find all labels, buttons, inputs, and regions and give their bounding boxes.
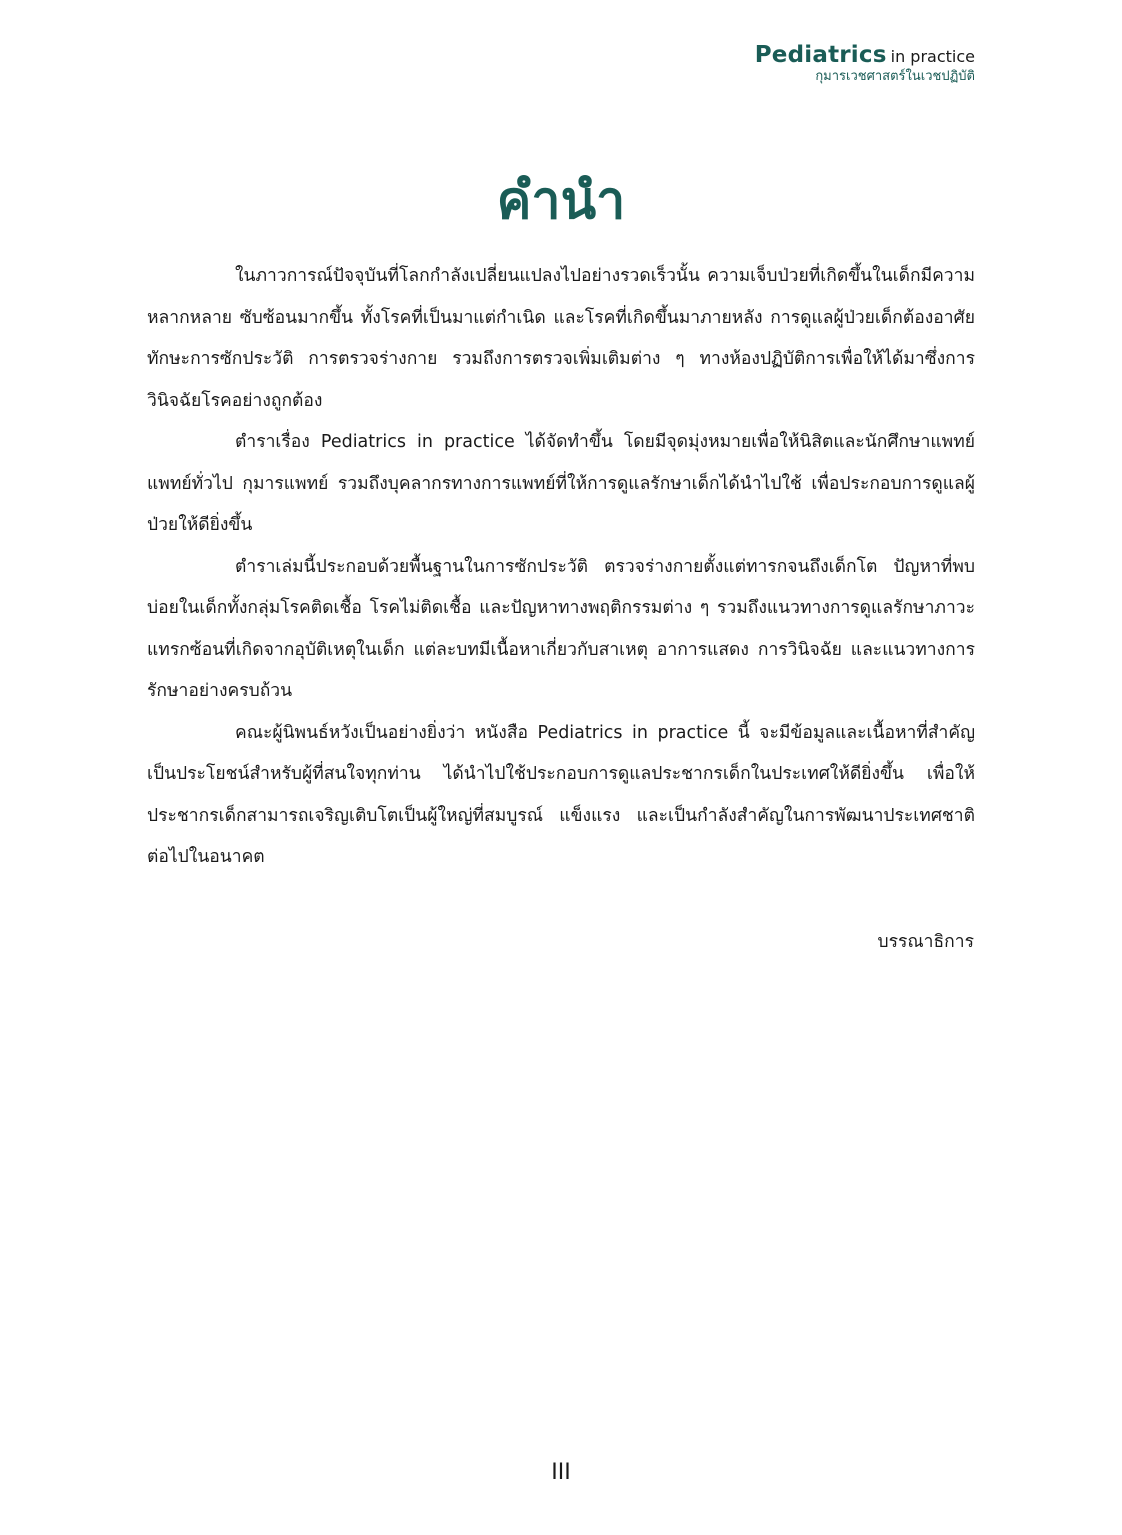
paragraph: คณะผู้นิพนธ์หวังเป็นอย่างยิ่งว่า หนังสือ Pediatrics in practice นี้ จะมีข้อมูลและเนื้อหาที่สำคัญเป็นประโยชน์สำหรับผู้ที่สนใจทุกท่าน ได้นำไปใช้ประกอบการดูแลประชากรเด็กในประเทศให้ดียิ่งขึ้น เพื่อให้ประชากรเด็กสามารถเจริญเติบโตเป็นผู้ใหญ่ที่สมบูรณ์ แข็งแรง และเป็นกำลังสำคัญในการพัฒนาประเทศชาติต่อไปในอนาคต <box>147 722 975 867</box>
book-brand <box>755 44 975 67</box>
brand-subtitle: in practice <box>890 47 975 66</box>
paragraph: ตำราเล่มนี้ประกอบด้วยพื้นฐานในการซักประวัติ ตรวจร่างกายตั้งแต่ทารกจนถึงเด็กโต ปัญหาที่พบบ่อยในเด็กทั้งกลุ่มโรคติดเชื้อ โรคไม่ติดเชื้อ และปัญหาทางพฤติกรรมต่าง ๆ รวมถึงแนวทางการดูแลรักษาภาวะแทรกซ้อนที่เกิดจากอุบัติเหตุในเด็ก แต่ละบทมีเนื้อหาเกี่ยวกับสาเหตุ อาการแสดง การวินิจฉัย และแนวทางการรักษาอย่างครบถ้วน <box>147 556 975 701</box>
paragraph: ในภาวการณ์ปัจจุบันที่โลกกำลังเปลี่ยนแปลงไปอย่างรวดเร็วนั้น ความเจ็บป่วยที่เกิดขึ้นในเด็กมีความหลากหลาย ซับซ้อนมากขึ้น ทั้งโรคที่เป็นมาแต่กำเนิด และโรคที่เกิดขึ้นมาภายหลัง การดูแลผู้ป่วยเด็กต้องอาศัยทักษะการซักประวัติ การตรวจร่างกาย รวมถึงการตรวจเพิ่มเติมต่าง ๆ ทางห้องปฏิบัติการเพื่อให้ได้มาซึ่งการวินิจฉัยโรคอย่างถูกต้อง <box>147 266 975 411</box>
brand-title: Pediatrics <box>754 42 887 68</box>
signature: บรรณาธิการ <box>877 932 974 952</box>
running-header <box>755 44 975 83</box>
page-number: III <box>551 1460 571 1485</box>
paragraph: ตำราเรื่อง Pediatrics in practice ได้จัดทำขึ้น โดยมีจุดมุ่งหมายเพื่อให้นิสิตและนักศึกษาแพทย์ แพทย์ทั่วไป กุมารแพทย์ รวมถึงบุคลากรทางการแพทย์ที่ให้การดูแลรักษาเด็กได้นำไปใช้ เพื่อประกอบการดูแลผู้ป่วยให้ดียิ่งขึ้น <box>147 432 975 535</box>
preface-body <box>147 256 975 879</box>
brand-thai-subtitle: กุมารเวชศาสตร์ในเวชปฏิบัติ <box>815 69 975 84</box>
page-title: คำนำ <box>496 170 626 231</box>
